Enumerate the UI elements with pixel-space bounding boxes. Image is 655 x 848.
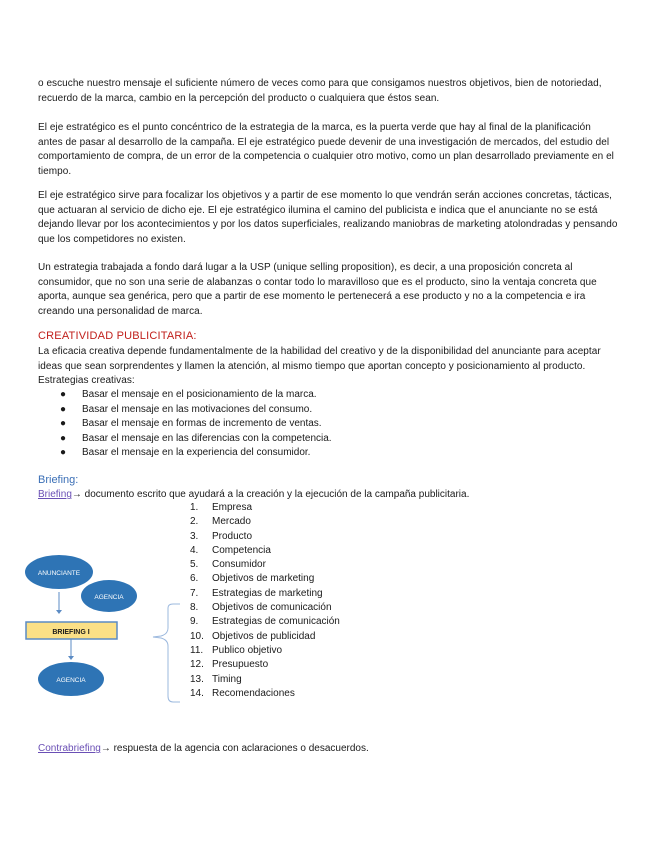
bullet-icon: ● xyxy=(60,447,67,459)
anunciante-label: ANUNCIANTE xyxy=(37,570,81,577)
list-item: 13. Timing xyxy=(190,673,242,685)
arrow-head-icon xyxy=(68,656,74,660)
list-item: ● Basar el mensaje en las motivaciones del consumo. xyxy=(38,403,332,418)
bullet-icon: ● xyxy=(60,432,67,444)
list-item: ● Basar el mensaje en el posicionamiento de la marca. xyxy=(38,388,332,403)
list-item: 3. Producto xyxy=(190,530,253,542)
list-item: 12. Presupuesto xyxy=(190,659,269,671)
briefing-heading: Briefing: xyxy=(38,474,79,486)
list-item: 7. Estrategias de marketing xyxy=(190,587,323,599)
briefing-diagram xyxy=(25,548,185,710)
paragraph-3: El eje estratégico sirve para focalizar los objetivos y a partir de ese momento lo que vendrán serán acciones concretas, tácticas, que actuaran al servicio de dicho eje. El eje estratégico ilumina el camino del publicista e indica que el anunciante no se está dejando llevar por los acontecimientos y por los datos superficiales, realizando maniobras de marketing atolondradas y pensando que los competidores no existen. xyxy=(38,190,618,245)
paragraph-2: El eje estratégico es el punto concéntrico de la estrategia de la marca, es la puerta verde que hay al final de la planificación antes de pasar al desarrollo de la campaña. El eje estratégico puede devenir de una investigación de mercados, del estudio del comportamiento de compra, de un error de la competencia o cualquier otro motivo, como un plan desarrollado previamente en el tiempo. xyxy=(38,122,614,177)
creatividad-heading: CREATIVIDAD PUBLICITARIA: xyxy=(38,330,197,342)
bullet-icon: ● xyxy=(60,403,67,415)
arrow-head-icon xyxy=(56,610,62,614)
list-item: 9. Estrategias de comunicación xyxy=(190,616,340,628)
briefing-definition: Briefing→ documento escrito que ayudará a la creación y la ejecución de la campaña publicitaria. xyxy=(38,489,470,500)
list-item: 14. Recomendaciones xyxy=(190,687,295,699)
agencia-bottom-label: AGENCIA xyxy=(56,677,86,684)
list-item: 5. Consumidor xyxy=(190,559,266,571)
paragraph-4: Un estrategia trabajada a fondo dará lugar a la USP (unique selling proposition), es decir, a una proposición concreta al consumidor, que no son una serie de alabanzas o contar todo lo maravilloso que es el producto, sino la ventaja concreta que aporta, aunque sea genérica, pero que a partir de ese momento le pertenecerá a ese producto y no a la competencia e ira creando una personalidad de marca. xyxy=(38,262,597,317)
briefing-link[interactable]: Briefing xyxy=(38,489,72,500)
paragraph-1: o escuche nuestro mensaje el suficiente número de veces como para que consigamos nuestros objetivos, bien de notoriedad, recuerdo de la marca, cambio en la percepción del producto o cualquiera que éstos sean. xyxy=(38,78,602,104)
briefing-items-list xyxy=(190,501,340,701)
bullet-icon: ● xyxy=(60,389,67,400)
list-item: 4. Competencia xyxy=(190,544,271,556)
agencia-top-label: AGENCIA xyxy=(94,594,124,601)
list-item: 6. Objetivos de marketing xyxy=(190,573,315,585)
list-item: ● Basar el mensaje en la experiencia del consumidor. xyxy=(38,446,332,461)
briefing-box-label: BRIEFING I xyxy=(52,629,90,636)
strategy-list xyxy=(38,388,332,461)
curly-brace-icon xyxy=(153,604,180,702)
list-item: 10. Objetivos de publicidad xyxy=(190,630,316,642)
list-item: 11. Publico objetivo xyxy=(190,644,283,656)
list-item: ● Basar el mensaje en formas de incremento de ventas. xyxy=(38,417,332,432)
bullet-icon: ● xyxy=(60,418,67,430)
contrabriefing-link[interactable]: Contrabriefing xyxy=(38,743,101,754)
list-item: 2. Mercado xyxy=(190,516,251,528)
list-item: 1. Empresa xyxy=(190,502,253,513)
list-item: 8. Objetivos de comunicación xyxy=(190,602,332,614)
list-item: ● Basar el mensaje en las diferencias con la competencia. xyxy=(38,432,332,447)
creatividad-intro: La eficacia creativa depende fundamentalmente de la habilidad del creativo y de la disponibilidad del anunciante para aceptar ideas que sean sorprendentes y llamen la atención, al mismo tiempo que aportan concepto y posicionamiento al producto. Estrategias creativas: xyxy=(38,346,601,387)
contrabriefing-definition: Contrabriefing→ respuesta de la agencia con aclaraciones o desacuerdos. xyxy=(38,743,369,754)
